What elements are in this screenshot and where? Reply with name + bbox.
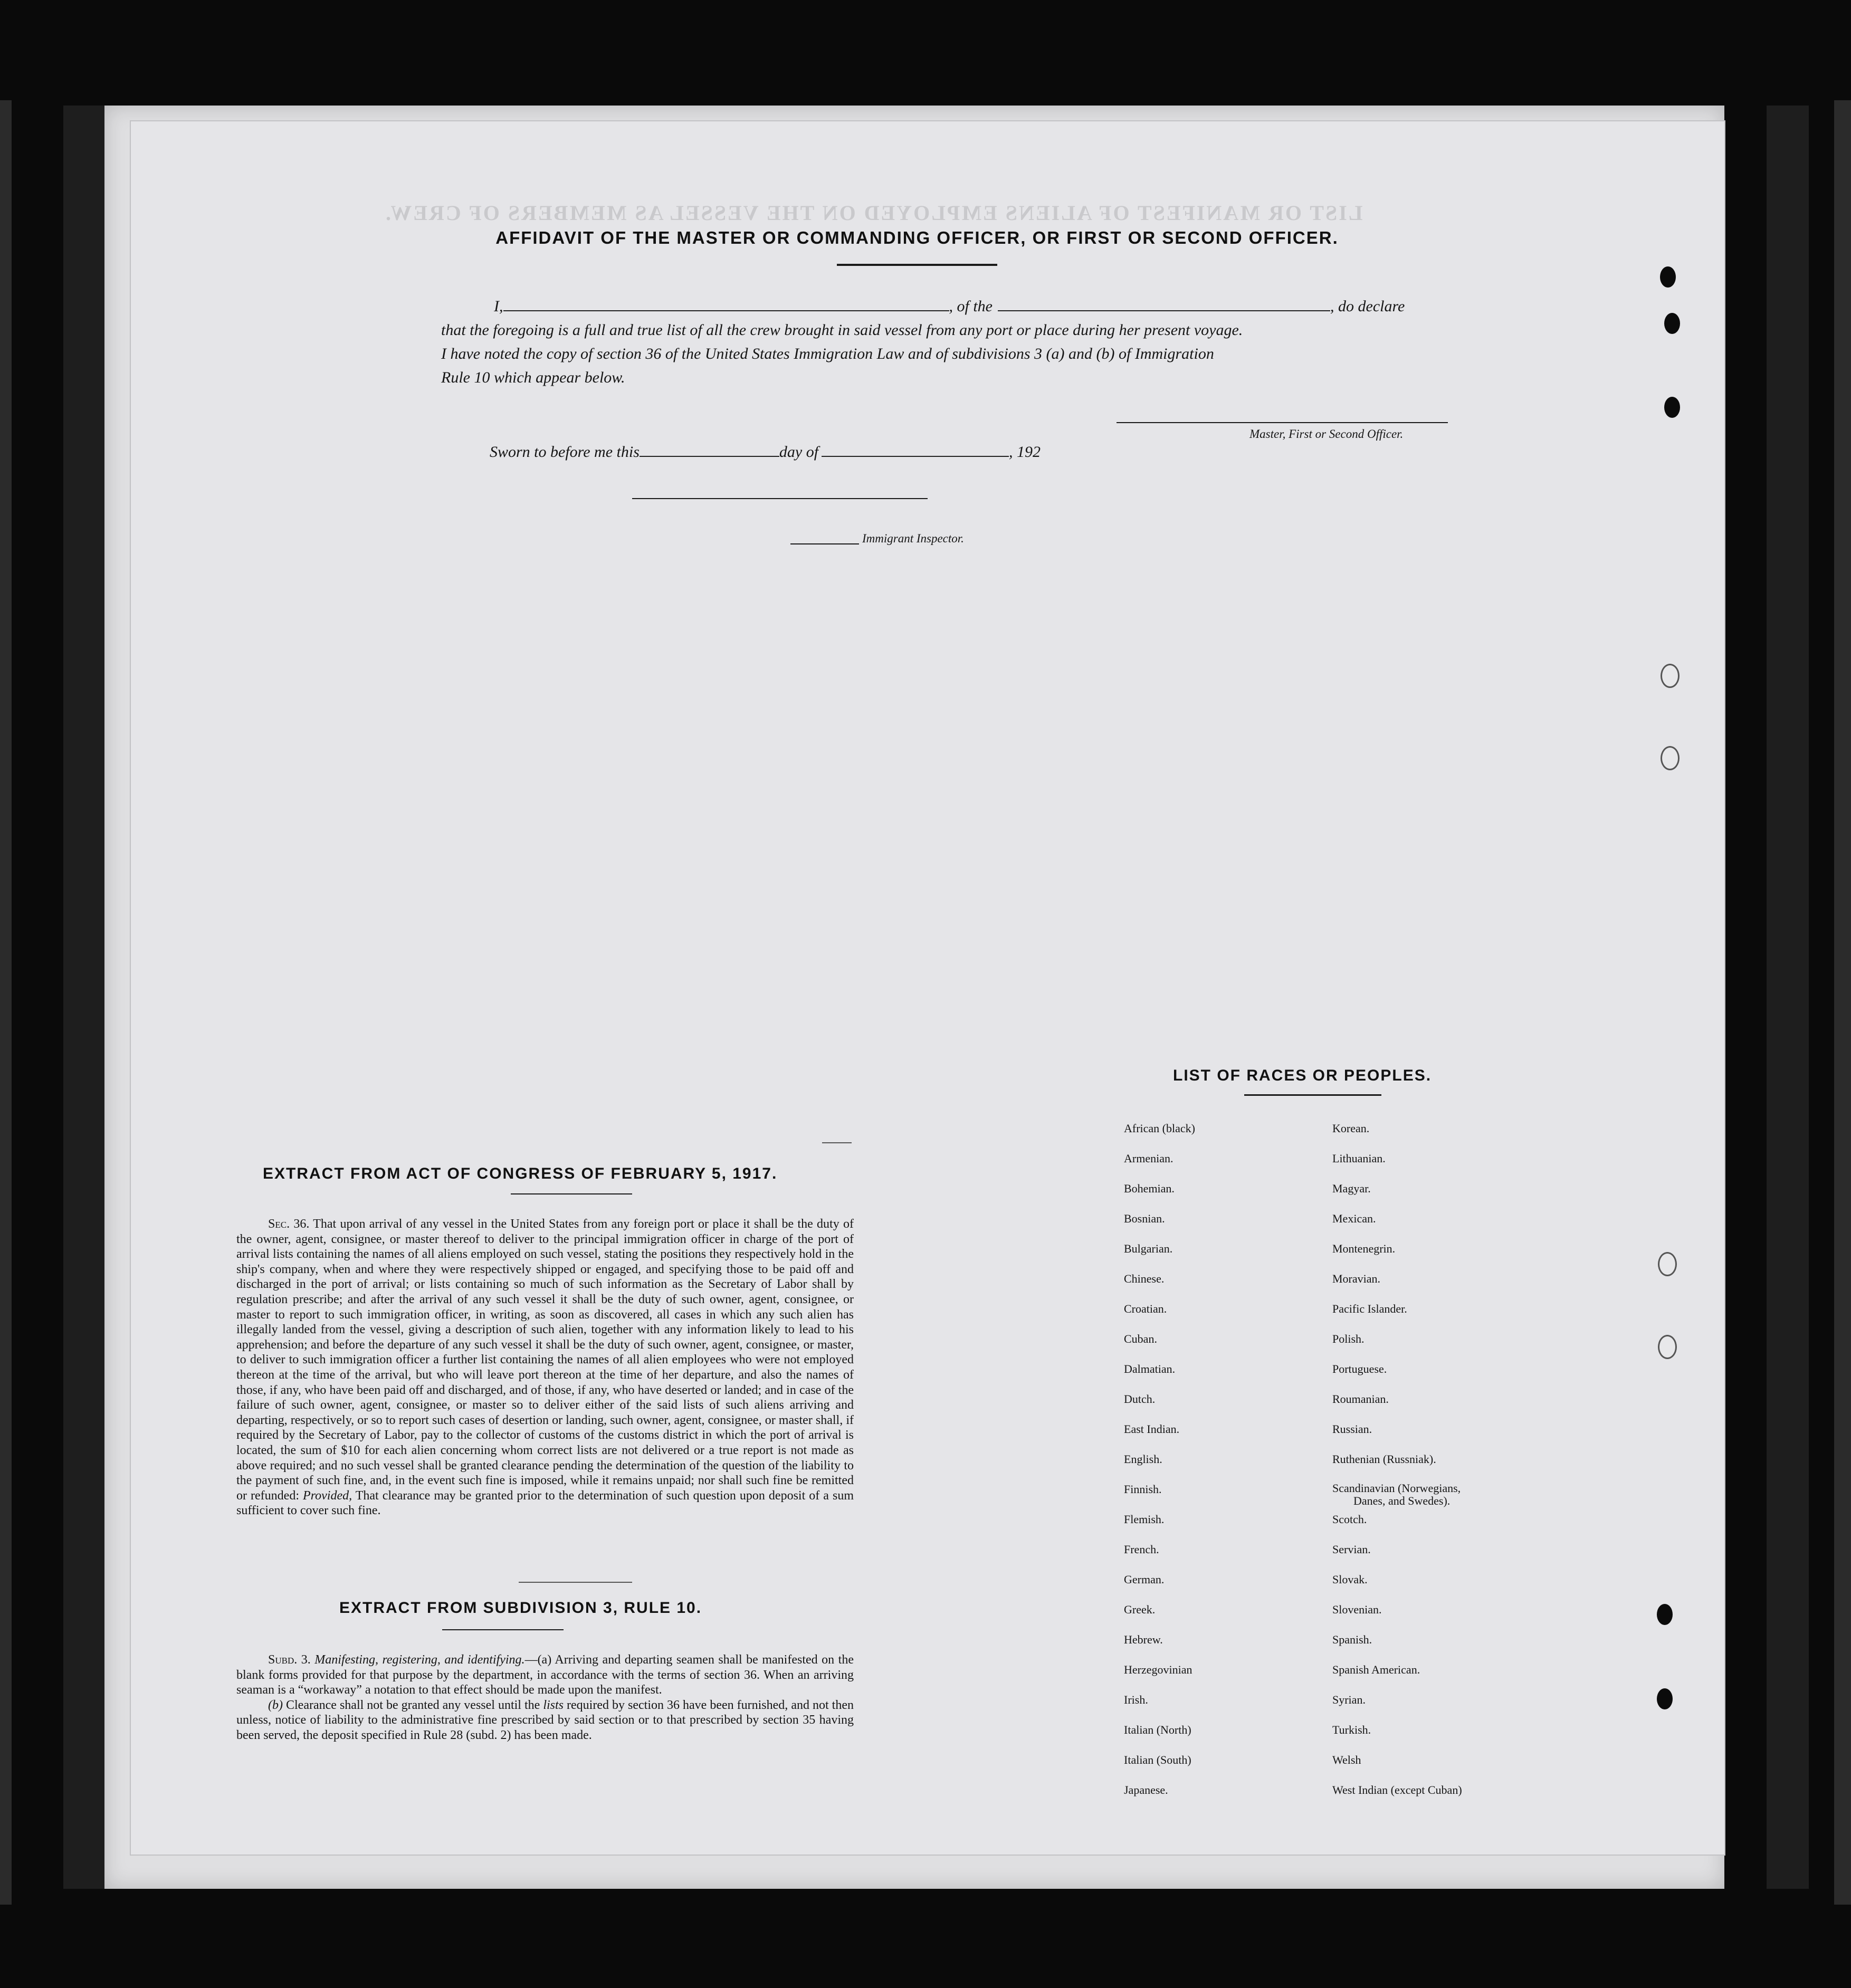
subd-b-label: (b) (268, 1698, 283, 1712)
section-36-label: Sec. 36. (268, 1217, 310, 1231)
race-item: Dutch. (1124, 1392, 1156, 1406)
race-item: Montenegrin. (1332, 1242, 1396, 1255)
race-item: Irish. (1124, 1693, 1148, 1706)
rule-extract-title: EXTRACT FROM SUBDIVISION 3, RULE 10. (339, 1599, 702, 1617)
race-item: English. (1124, 1452, 1162, 1466)
race-item: Herzegovinian (1124, 1663, 1192, 1676)
act-title-rule (511, 1193, 632, 1194)
race-item: Italian (North) (1124, 1723, 1191, 1736)
sworn-month-blank[interactable] (822, 456, 1009, 457)
subd-b-lists: lists (543, 1698, 564, 1712)
race-item: Bohemian. (1124, 1182, 1175, 1195)
race-item-continuation: Danes, and Swedes). (1353, 1494, 1451, 1507)
inspector-caption: Immigrant Inspector. (862, 532, 964, 545)
sworn-day-blank[interactable] (640, 456, 779, 457)
race-item: Ruthenian (Russniak). (1332, 1452, 1436, 1466)
sworn-prefix: Sworn to before me this (490, 443, 640, 461)
punch-hole (1664, 313, 1680, 334)
affidavit-of-the-label: , of the (949, 298, 993, 315)
race-item: Slovak. (1332, 1573, 1368, 1586)
affidavit-i-label: I, (494, 298, 503, 315)
race-item: Hebrew. (1124, 1633, 1163, 1646)
race-item: French. (1124, 1543, 1159, 1556)
sworn-line (490, 443, 1041, 461)
manifest-sheet (130, 120, 1725, 1856)
film-edge-right (1834, 100, 1851, 1905)
race-item: Servian. (1332, 1543, 1371, 1556)
races-title: LIST OF RACES OR PEOPLES. (1173, 1067, 1432, 1084)
race-item: Syrian. (1332, 1693, 1366, 1706)
subd-label: Subd. 3. (268, 1653, 311, 1667)
punch-hole (1657, 1604, 1673, 1625)
race-item: Flemish. (1124, 1513, 1165, 1526)
race-item: Scandinavian (Norwegians, Danes, and Swedes). (1332, 1482, 1533, 1512)
affidavit-title-rule (837, 264, 997, 266)
act-extract-title: EXTRACT FROM ACT OF CONGRESS OF FEBRUARY 5, 1917. (263, 1165, 778, 1182)
race-item: West Indian (except Cuban) (1332, 1783, 1462, 1796)
rule-top-rule (519, 1582, 632, 1583)
subd-heading: Manifesting, registering, and identifying. (314, 1653, 525, 1667)
race-item: Spanish American. (1332, 1663, 1420, 1676)
races-title-rule (1244, 1094, 1381, 1096)
officer-name-blank[interactable] (503, 310, 949, 311)
race-item: Moravian. (1332, 1272, 1381, 1285)
affidavit-declare-label: , do declare (1330, 298, 1405, 315)
bleed-through-header: LIST OR MANIFEST OF ALIENS EMPLOYED ON THE VESSEL AS MEMBERS OF CREW. (384, 201, 1363, 225)
race-item: Magyar. (1332, 1182, 1371, 1195)
affidavit-title: AFFIDAVIT OF THE MASTER OR COMMANDING OFFICER, OR FIRST OR SECOND OFFICER. (495, 228, 1339, 247)
race-item: Roumanian. (1332, 1392, 1389, 1406)
affidavit-body (441, 294, 1655, 389)
race-item: Turkish. (1332, 1723, 1371, 1736)
subd-b-text-1: Clearance shall not be granted any vessel until the (286, 1698, 540, 1712)
subd-b-text-2: required by section 36 have been furnished, and not then unless, notice of liability to the administrative fine prescribed by said section or to that prescribed by section 35 having been served, the deposit specified in Rule 28 (subd. 2) has been made. (236, 1698, 854, 1742)
race-item: Welsh (1332, 1753, 1361, 1766)
race-item: Italian (South) (1124, 1753, 1191, 1766)
vessel-name-blank[interactable] (998, 310, 1330, 311)
subd-a-text: —(a) Arriving and departing seamen shall be manifested on the blank forms provided for that purpose by the department, in accordance with the terms of section 36. When an arriving seaman is a “workaway” a notation to that effect should be made upon the manifest. (236, 1653, 854, 1697)
race-item: Japanese. (1124, 1783, 1168, 1796)
signature-line[interactable] (1117, 422, 1448, 423)
affidavit-line-3: I have noted the copy of section 36 of the United States Immigration Law and of subdivisions 3 (a) and (b) of Immigration (441, 345, 1214, 362)
punch-hole (1658, 1335, 1677, 1359)
race-item: Dalmatian. (1124, 1362, 1176, 1375)
punch-hole (1658, 1252, 1677, 1276)
race-item: Croatian. (1124, 1302, 1167, 1315)
race-item: African (black) (1124, 1122, 1195, 1135)
affidavit-line-2: that the foregoing is a full and true list of all the crew brought in said vessel from any port or place during her present voyage. (441, 321, 1243, 339)
race-item: Russian. (1332, 1422, 1372, 1436)
punch-hole (1661, 664, 1680, 688)
race-item: Slovenian. (1332, 1603, 1382, 1616)
inspector-signature-line[interactable] (632, 498, 928, 499)
race-item: Bosnian. (1124, 1212, 1165, 1225)
race-item: Armenian. (1124, 1152, 1173, 1165)
race-item: Bulgarian. (1124, 1242, 1173, 1255)
race-item: Cuban. (1124, 1332, 1157, 1345)
section-36-paragraph (236, 1217, 854, 1518)
affidavit-line-4: Rule 10 which appear below. (441, 369, 625, 386)
punch-hole (1660, 266, 1676, 288)
race-item: Polish. (1332, 1332, 1365, 1345)
adjacent-page-right (1767, 106, 1809, 1889)
section-36-tail: That clearance may be granted prior to the determination of such question upon deposit of a sum sufficient to cover such fine. (236, 1488, 854, 1518)
race-item: Greek. (1124, 1603, 1156, 1616)
sworn-day-of: day of (779, 443, 819, 461)
punch-hole (1661, 746, 1680, 770)
race-item: Scotch. (1332, 1513, 1367, 1526)
race-item: Chinese. (1124, 1272, 1165, 1285)
race-item: Portuguese. (1332, 1362, 1387, 1375)
race-item: Lithuanian. (1332, 1152, 1386, 1165)
races-right-column (1332, 1121, 1533, 1813)
subdivision-3-text (236, 1652, 854, 1743)
race-item: Korean. (1332, 1122, 1370, 1135)
race-item: Spanish. (1332, 1633, 1372, 1646)
race-item: Pacific Islander. (1332, 1302, 1407, 1315)
punch-hole (1664, 397, 1680, 418)
signature-caption: Master, First or Second Officer. (1249, 427, 1404, 441)
section-36-provided: Provided, (303, 1488, 352, 1503)
adjacent-page-left (63, 106, 111, 1889)
race-item: Mexican. (1332, 1212, 1376, 1225)
inspector-short-line (790, 543, 859, 544)
race-item: Finnish. (1124, 1483, 1162, 1496)
sworn-year: , 192 (1009, 443, 1041, 461)
race-item: German. (1124, 1573, 1165, 1586)
section-36-text: That upon arrival of any vessel in the United States from any foreign port or place it shall be the duty of the owner, agent, consignee, or master thereof to deliver to the principal immigration officer in charge of the port of arrival lists containing the names of all aliens employed on such vessel, stating the positions they respectively hold in the ship's company, when and where they were respectively shipped or engaged, and specifying those to be paid off and discharged in the port of arrival; or lists containing so much of such information as the Secretary of Labor shall by regulation prescribe; and after the arrival of any such vessel it shall be the duty of such owner, agent, consignee, or master to report to such immigration officer, in writing, as soon as discovered, all cases in which any such alien has illegally landed from the vessel, giving a description of such alien, together with any information likely to lead to his apprehension; and before the departure of any such vessel it shall be the duty of such owner, agent, consignee, or master, to deliver to such immigration officer a further list containing the names of all alien employees who were not employed thereon at the time of the arrival, but who will leave port thereon at the time of her departure, and also the names of those, if any, who have been paid off and discharged, and of those, if any, who have deserted or landed; and in case of the failure of such owner, agent, consignee, or master so to deliver either of the said lists of such aliens arriving and departing, respectively, or so to report such cases of desertion or landing, such owner, agent, consignee, or master shall, if required by the Secretary of Labor, pay to the collector of customs of the customs district in which the port of arrival is located, the sum of $10 for each alien concerning whom correct lists are not delivered or a true report is not made as above required; and no such vessel shall be granted clearance pending the determination of the question of the liability to the payment of such fine, and, in the event such fine is imposed, while it remains unpaid; nor shall such fine be remitted or refunded: (236, 1217, 854, 1503)
act-top-rule (822, 1142, 852, 1143)
film-edge-left (0, 100, 12, 1905)
races-left-column (1124, 1121, 1324, 1813)
rule-title-rule (442, 1629, 564, 1630)
race-item: East Indian. (1124, 1422, 1180, 1436)
punch-hole (1657, 1688, 1673, 1709)
